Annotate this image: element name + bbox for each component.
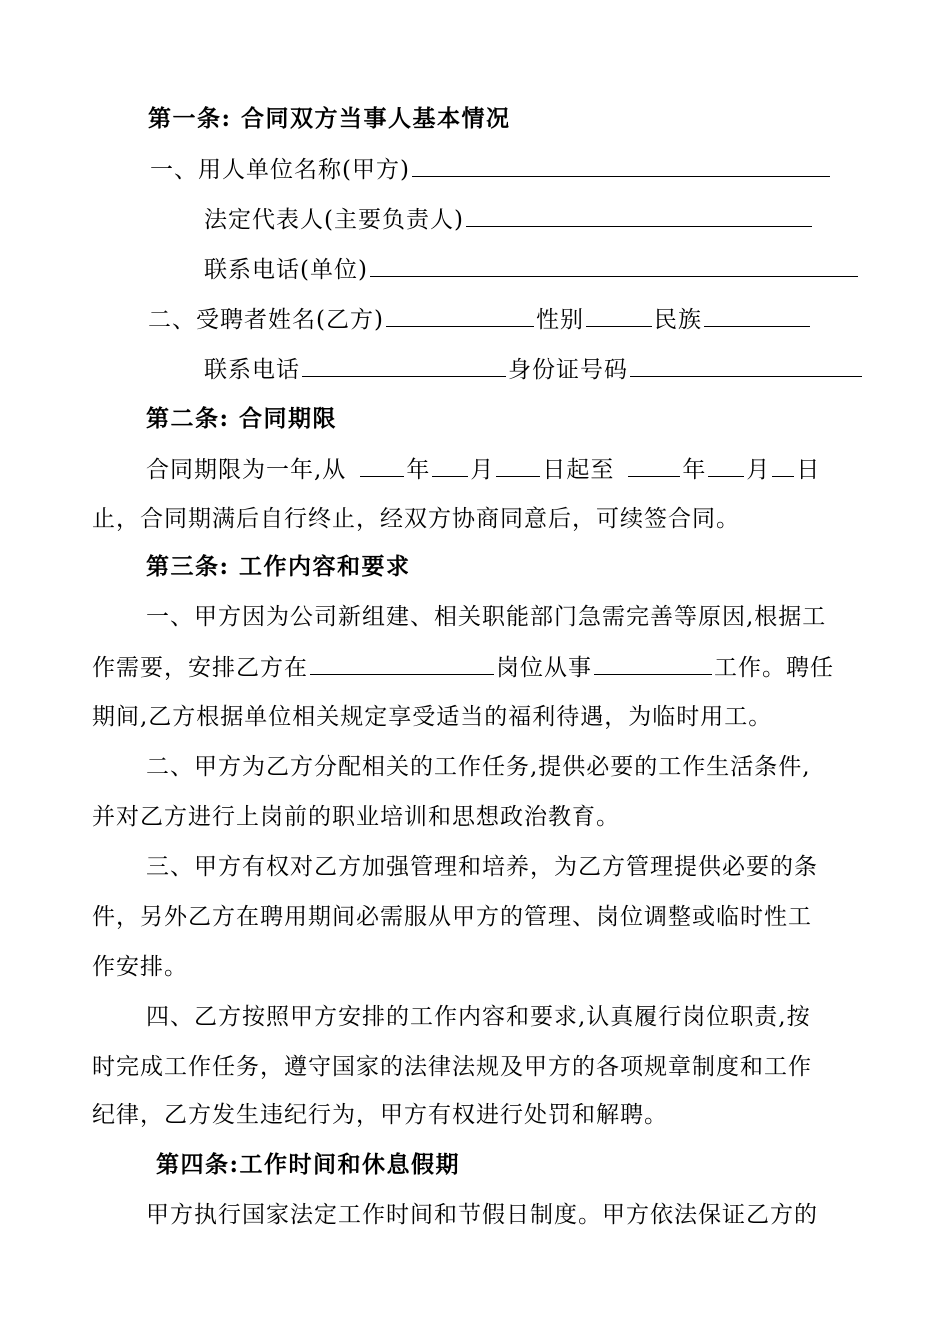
employer-label: 一、用人单位名称(甲方) [150,157,410,183]
end-day-field[interactable] [772,454,794,477]
legal-rep-row [204,204,814,235]
article3-p1-line1: 一、甲方因为公司新组建、相关职能部门急需完善等原因,根据工 [146,604,827,630]
ethnicity-label: 民族 [653,307,702,333]
article3-p3-line3: 作安排。 [92,954,188,980]
month-label-2: 月 [746,457,771,483]
start-year-field[interactable] [360,454,404,477]
id-label: 身份证号码 [508,357,628,383]
employer-row [150,154,832,185]
start-day-field[interactable] [496,454,540,477]
article3-p1-line3: 期间,乙方根据单位相关规定享受适当的福利待遇，为临时用工。 [92,704,773,730]
article4-line1: 甲方执行国家法定工作时间和节假日制度。甲方依法保证乙方的 [146,1202,818,1228]
phone-id-row [204,354,864,385]
end-month-field[interactable] [708,454,744,477]
unit-phone-label: 联系电话(单位) [204,257,368,283]
year-label-2: 年 [682,457,707,483]
day-label: 日 [796,457,821,483]
day-from-label: 日起至 [542,457,615,483]
p1-line2-b: 岗位从事 [496,655,592,681]
legal-rep-label: 法定代表人(主要负责人) [204,207,464,233]
id-number-field[interactable] [630,354,862,377]
article4-heading: 第四条:工作时间和休息假期 [156,1151,460,1178]
article3-p4-line1: 四、乙方按照甲方安排的工作内容和要求,认真履行岗位职责,按 [146,1004,811,1030]
end-year-field[interactable] [628,454,680,477]
article3-p4-line3: 纪律，乙方发生违纪行为，甲方有权进行处罚和解聘。 [92,1102,668,1128]
unit-phone-field[interactable] [370,254,858,277]
unit-phone-row [204,254,860,285]
gender-label: 性别 [535,307,584,333]
employee-label: 二、受聘者姓名(乙方) [148,307,384,333]
article3-p2-line1: 二、甲方为乙方分配相关的工作任务,提供必要的工作生活条件, [146,754,811,780]
article3-heading: 第三条: 工作内容和要求 [146,553,411,580]
term-intro: 合同期限为一年,从 [146,457,347,483]
employee-row [148,304,812,335]
work-field[interactable] [594,652,712,675]
ethnicity-field[interactable] [704,304,810,327]
article3-p1-line2 [92,652,834,683]
p1-line2-c: 工作。聘任 [714,655,834,681]
article3-p3-line2: 件，另外乙方在聘用期间必需服从甲方的管理、岗位调整或临时性工 [92,904,812,930]
employee-name-field[interactable] [386,304,534,327]
employer-name-field[interactable] [412,154,830,177]
month-label: 月 [470,457,495,483]
article3-p4-line2: 时完成工作任务，遵守国家的法律法规及甲方的各项规章制度和工作 [92,1054,812,1080]
term-row [146,454,820,485]
legal-rep-field[interactable] [466,204,812,227]
term-line2: 止，合同期满后自行终止，经双方协商同意后，可续签合同。 [92,506,740,532]
article1-heading: 第一条: 合同双方当事人基本情况 [148,105,511,132]
position-field[interactable] [310,652,494,675]
p1-line2-a: 作需要，安排乙方在 [92,655,308,681]
year-label: 年 [406,457,431,483]
article2-heading: 第二条: 合同期限 [146,405,337,432]
article3-p3-line1: 三、甲方有权对乙方加强管理和培养，为乙方管理提供必要的条 [146,854,818,880]
article3-p2-line2: 并对乙方进行上岗前的职业培训和思想政治教育。 [92,804,620,830]
start-month-field[interactable] [432,454,468,477]
gender-field[interactable] [586,304,652,327]
phone-field[interactable] [302,354,506,377]
phone-label: 联系电话 [204,357,300,383]
